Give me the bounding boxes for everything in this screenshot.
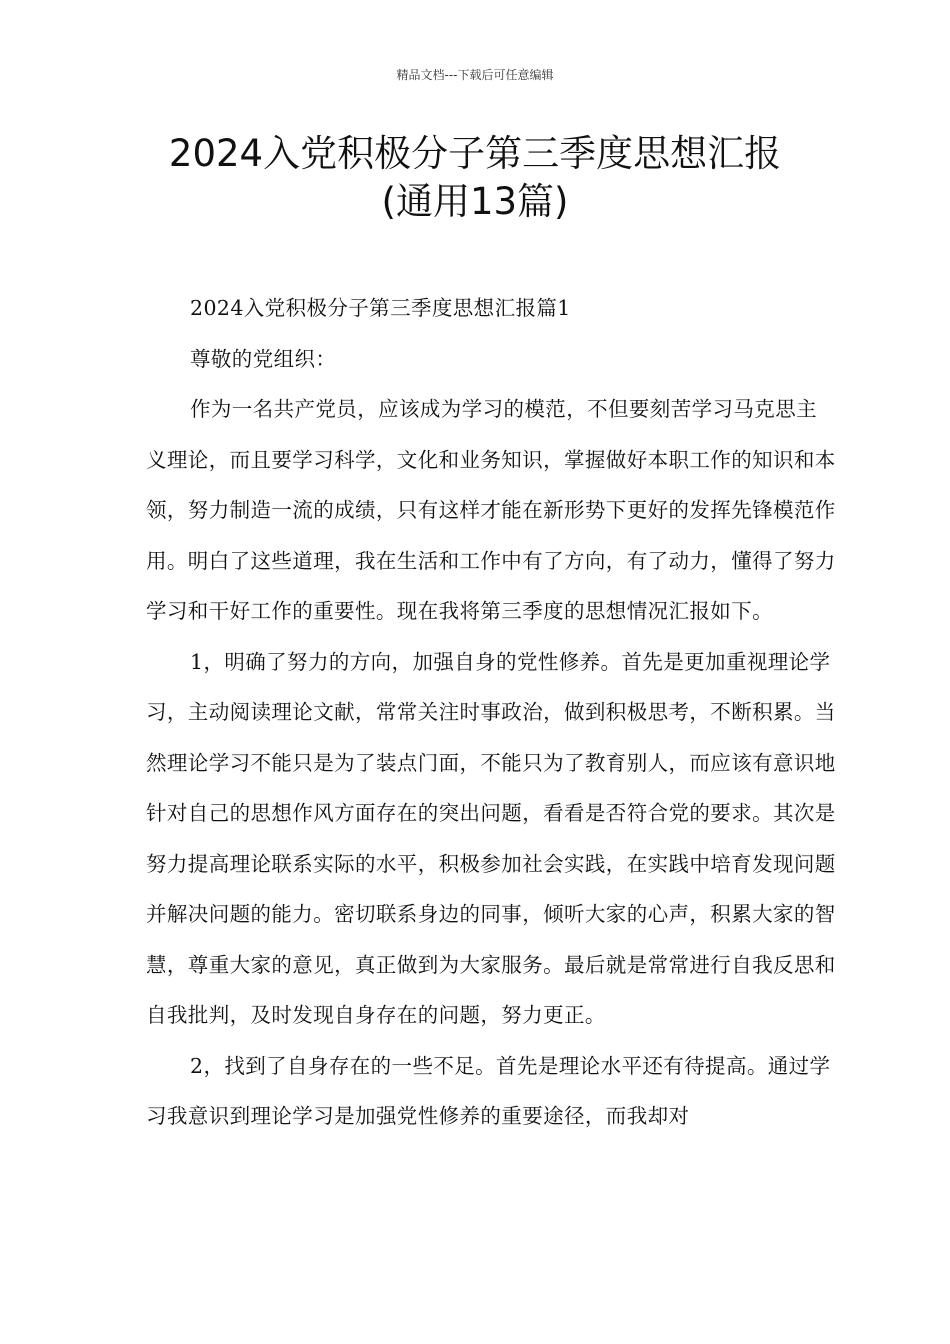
paragraph-point-2: 2，找到了自身存在的一些不足。首先是理论水平还有待提高。通过学习我意识到理论学习是加强党性修养的重要途径，而我却对 (146, 1053, 831, 1128)
document-title-line-1: 2024入党积极分子第三季度思想汇报 (168, 132, 782, 175)
document-body (146, 283, 836, 1142)
page-header: 精品文档---下载后可任意编辑 (396, 68, 554, 82)
paragraph-intro: 作为一名共产党员，应该成为学习的模范，不但要刻苦学习马克思主义理论，而且要学习科学，文化和业务知识，掌握做好本职工作的知识和本领，努力制造一流的成绩，只有这样才能在新形势下更好的发挥先锋模范作用。明白了这些道理，我在生活和工作中有了方向，有了动力，懂得了努力学习和干好工作的重要性。现在我将第三季度的思想情况汇报如下。 (146, 397, 836, 623)
document-title-line-2: (通用13篇) (381, 180, 569, 223)
salutation: 尊敬的党组织： (190, 346, 337, 371)
paragraph-point-1: 1，明确了努力的方向，加强自身的党性修养。首先是更加重视理论学习，主动阅读理论文献，常常关注时事政治，做到积极思考，不断积累。当然理论学习不能只是为了装点门面，不能只为了教育别人，而应该有意识地针对自己的思想作风方面存在的突出问题，看看是否符合党的要求。其次是努力提高理论联系实际的水平，积极参加社会实践，在实践中培育发现问题并解决问题的能力。密切联系身边的同事，倾听大家的心声，积累大家的智慧，尊重大家的意见，真正做到为大家服务。最后就是常常进行自我反思和自我批判，及时发现自身存在的问题，努力更正。 (146, 649, 836, 1027)
section-heading: 2024入党积极分子第三季度思想汇报篇1 (190, 296, 571, 320)
